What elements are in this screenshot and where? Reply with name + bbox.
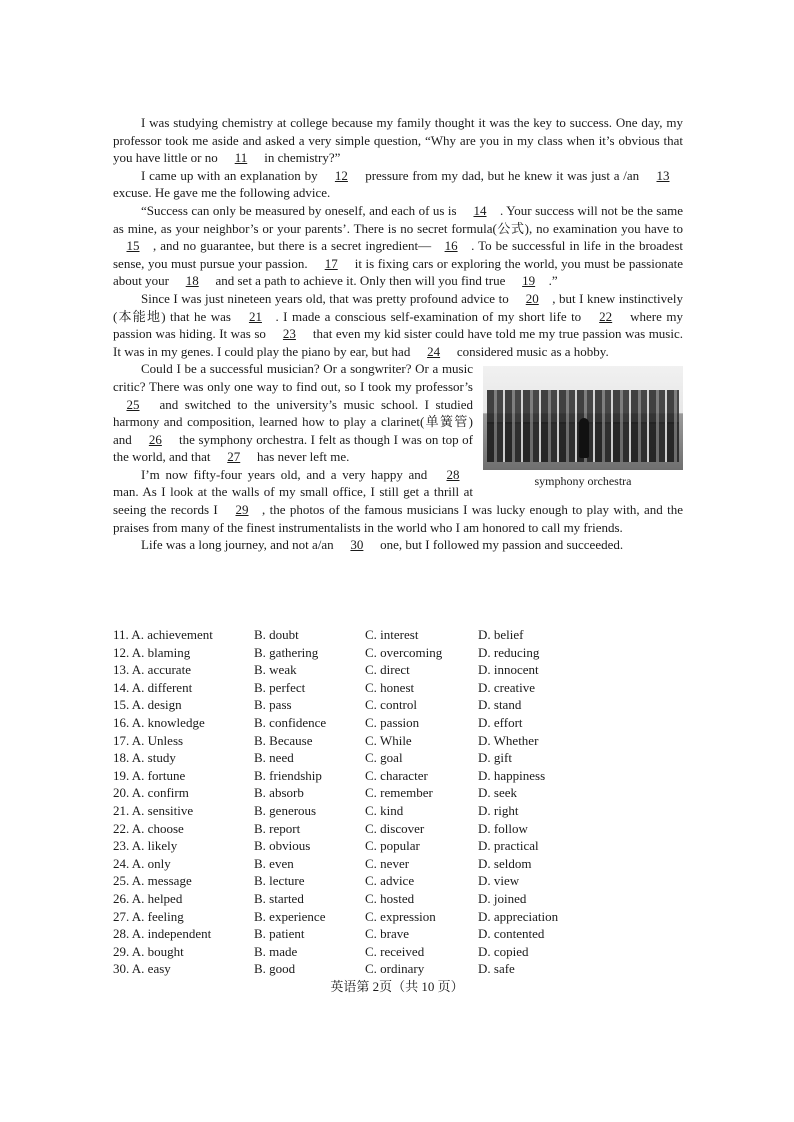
option-b: B. gathering: [254, 644, 319, 660]
option-d: D. reducing: [478, 644, 540, 660]
option-c: C. direct: [365, 662, 410, 678]
blank-13: 13: [656, 167, 670, 183]
option-c: C. passion: [365, 714, 420, 730]
option-a: 18. A. study: [113, 750, 176, 766]
paragraph-3: “Success can only be measured by oneself, and each of us is 14 . Your success will not be the same as mine, as your neighbor’s or your parents’. There is no secret formula(公式), no examination you have to 15 , and no guarantee, but there is a secret ingredient— 16 . To be successful in life in the broadest sense, you must pursue your passion. 17 it is fixing cars or exploring the world, you must be passionate about your 18 and set a path to achieve it. Only then will you find true 19 .”: [113, 202, 683, 289]
paragraph-7: Life was a long journey, and not a/an 30 one, but I followed my passion and succeeded.: [141, 537, 624, 553]
option-c: C. While: [365, 732, 412, 748]
option-b: B. confidence: [254, 714, 327, 730]
option-row: [113, 837, 683, 855]
blank-19: 19: [522, 273, 536, 289]
option-d: D. follow: [478, 820, 528, 836]
option-a: 15. A. design: [113, 697, 182, 713]
blank-25: 25: [126, 396, 140, 412]
option-b: B. made: [254, 943, 298, 959]
option-a: 28. A. independent: [113, 926, 212, 942]
option-b: B. good: [254, 961, 296, 977]
blank-23: 23: [282, 326, 296, 342]
option-c: C. remember: [365, 785, 433, 801]
blank-12: 12: [334, 167, 348, 183]
blank-15: 15: [126, 238, 140, 254]
option-row: [113, 679, 683, 697]
option-d: D. gift: [478, 750, 512, 766]
option-b: B. friendship: [254, 767, 322, 783]
option-a: 26. A. helped: [113, 890, 183, 906]
option-c: C. ordinary: [365, 961, 425, 977]
option-a: 29. A. bought: [113, 943, 184, 959]
option-b: B. doubt: [254, 627, 299, 642]
option-d: D. happiness: [478, 767, 546, 783]
blank-16: 16: [444, 238, 458, 254]
option-b: B. patient: [254, 926, 305, 942]
option-d: D. joined: [478, 890, 527, 906]
option-d: D. stand: [478, 697, 522, 713]
option-c: C. advice: [365, 873, 415, 889]
option-row: [113, 872, 683, 890]
paragraph-4: Since I was just nineteen years old, that was pretty profound advice to 20 , but I knew instinctively (本能地) that he was 21 . I made a conscious self-examination of my short life to 22 where my passion was hiding. It was so 23 that even my kid sister could have told me my true passion was music. It was in my genes. I could play the piano by ear, but had 24 considered music as a hobby.: [113, 290, 683, 359]
option-a: 23. A. likely: [113, 838, 178, 854]
option-b: B. Because: [254, 732, 313, 748]
option-a: 16. A. knowledge: [113, 714, 205, 730]
option-c: C. popular: [365, 838, 420, 854]
option-b: B. need: [254, 750, 294, 766]
option-d: D. Whether: [478, 732, 539, 748]
option-a: 22. A. choose: [113, 820, 184, 836]
option-d: D. copied: [478, 943, 529, 959]
option-a: 25. A. message: [113, 873, 192, 889]
option-c: C. goal: [365, 750, 403, 766]
option-b: B. report: [254, 820, 301, 836]
option-d: D. seldom: [478, 855, 532, 871]
option-row: [113, 784, 683, 802]
answer-options: [113, 626, 683, 978]
paragraph-6: I’m now fifty-four years old, and a very happy and 28 man. As I look at the walls of my small office, I still get a thrill at seeing the records I 29 , the photos of the famous musicians I was lucky enough to play with, and the praises from many of the finest instrumentalists in the world who I am honored to call my friends.: [113, 466, 683, 535]
option-d: D. effort: [478, 714, 523, 730]
blank-24: 24: [427, 343, 441, 359]
option-c: C. interest: [365, 627, 419, 642]
option-c: C. expression: [365, 908, 436, 924]
option-c: C. kind: [365, 802, 404, 818]
option-d: D. appreciation: [478, 908, 559, 924]
blank-28: 28: [446, 466, 460, 482]
blank-17: 17: [324, 255, 338, 271]
blank-21: 21: [248, 308, 262, 324]
option-row: [113, 943, 683, 961]
option-d: D. practical: [478, 838, 539, 854]
blank-30: 30: [350, 537, 364, 553]
option-d: D. view: [478, 873, 520, 889]
option-row: [113, 767, 683, 785]
option-a: 17. A. Unless: [113, 732, 184, 748]
option-row: [113, 820, 683, 838]
option-b: B. pass: [254, 697, 292, 713]
option-row: [113, 855, 683, 873]
option-row: [113, 626, 683, 644]
option-b: B. absorb: [254, 785, 304, 801]
option-a: 21. A. sensitive: [113, 802, 194, 818]
option-row: [113, 925, 683, 943]
blank-14: 14: [473, 202, 487, 218]
option-c: C. character: [365, 767, 428, 783]
option-c: C. honest: [365, 679, 415, 695]
paragraph-2: I came up with an explanation by 12 pressure from my dad, but he knew it was just a /an 13 excuse. He gave me the following advice.: [113, 167, 683, 202]
option-b: B. experience: [254, 908, 326, 924]
orchestra-photo: [483, 366, 683, 470]
option-row: [113, 696, 683, 714]
option-row: [113, 661, 683, 679]
page-footer: 英语第 2页（共 10 页）: [330, 979, 464, 994]
option-b: B. started: [254, 890, 304, 906]
option-row: [113, 732, 683, 750]
option-a: 27. A. feeling: [113, 908, 184, 924]
option-a: 12. A. blaming: [113, 644, 191, 660]
option-a: 13. A. accurate: [113, 662, 191, 678]
cloze-passage: [113, 114, 683, 554]
option-b: B. generous: [254, 802, 317, 818]
blank-26: 26: [148, 431, 162, 447]
option-d: D. seek: [478, 785, 517, 801]
blank-27: 27: [227, 449, 241, 465]
option-a: 14. A. different: [113, 679, 193, 695]
option-d: D. innocent: [478, 662, 539, 678]
option-b: B. weak: [254, 662, 297, 678]
option-a: 19. A. fortune: [113, 767, 186, 783]
option-c: C. hosted: [365, 890, 415, 906]
option-a: 11. A. achievement: [113, 627, 213, 642]
option-a: 20. A. confirm: [113, 785, 189, 801]
figure-caption: symphony orchestra: [534, 474, 632, 489]
option-c: C. received: [365, 943, 425, 959]
option-c: C. brave: [365, 926, 410, 942]
paragraph-1: I was studying chemistry at college because my family thought it was the key to success. One day, my professor took me aside and asked a very simple question, “Why are you in my class when it’s obvious that you have little or no 11 in chemistry?”: [113, 115, 683, 166]
option-d: D. right: [478, 802, 519, 818]
option-c: C. control: [365, 697, 417, 713]
option-d: D. safe: [478, 961, 515, 977]
option-row: [113, 749, 683, 767]
option-c: C. discover: [365, 820, 425, 836]
orchestra-figure: [483, 366, 683, 489]
option-b: B. perfect: [254, 679, 306, 695]
option-d: D. creative: [478, 679, 536, 695]
option-c: C. overcoming: [365, 644, 443, 660]
paragraph-5: Could I be a successful musician? Or a songwriter? Or a music critic? There was only one way to find out, so I took my professor’s 25 and switched to the university’s music school. I studied harmony and composition, learned how to play a clarinet(单簧管) and 26 the symphony orchestra. I felt as though I was on top of the world, and that 27 has never left me.: [113, 361, 473, 465]
option-a: 30. A. easy: [113, 961, 171, 977]
blank-11: 11: [234, 150, 248, 166]
option-d: D. contented: [478, 926, 545, 942]
blank-29: 29: [235, 502, 249, 518]
option-d: D. belief: [478, 627, 524, 642]
option-b: B. even: [254, 855, 294, 871]
option-a: 24. A. only: [113, 855, 171, 871]
option-row: [113, 802, 683, 820]
option-row: [113, 890, 683, 908]
blank-18: 18: [185, 273, 199, 289]
option-b: B. lecture: [254, 873, 305, 889]
blank-22: 22: [599, 308, 613, 324]
option-b: B. obvious: [254, 838, 311, 854]
option-row: [113, 714, 683, 732]
option-c: C. never: [365, 855, 410, 871]
option-row: [113, 908, 683, 926]
option-row: [113, 644, 683, 662]
blank-20: 20: [525, 290, 539, 306]
